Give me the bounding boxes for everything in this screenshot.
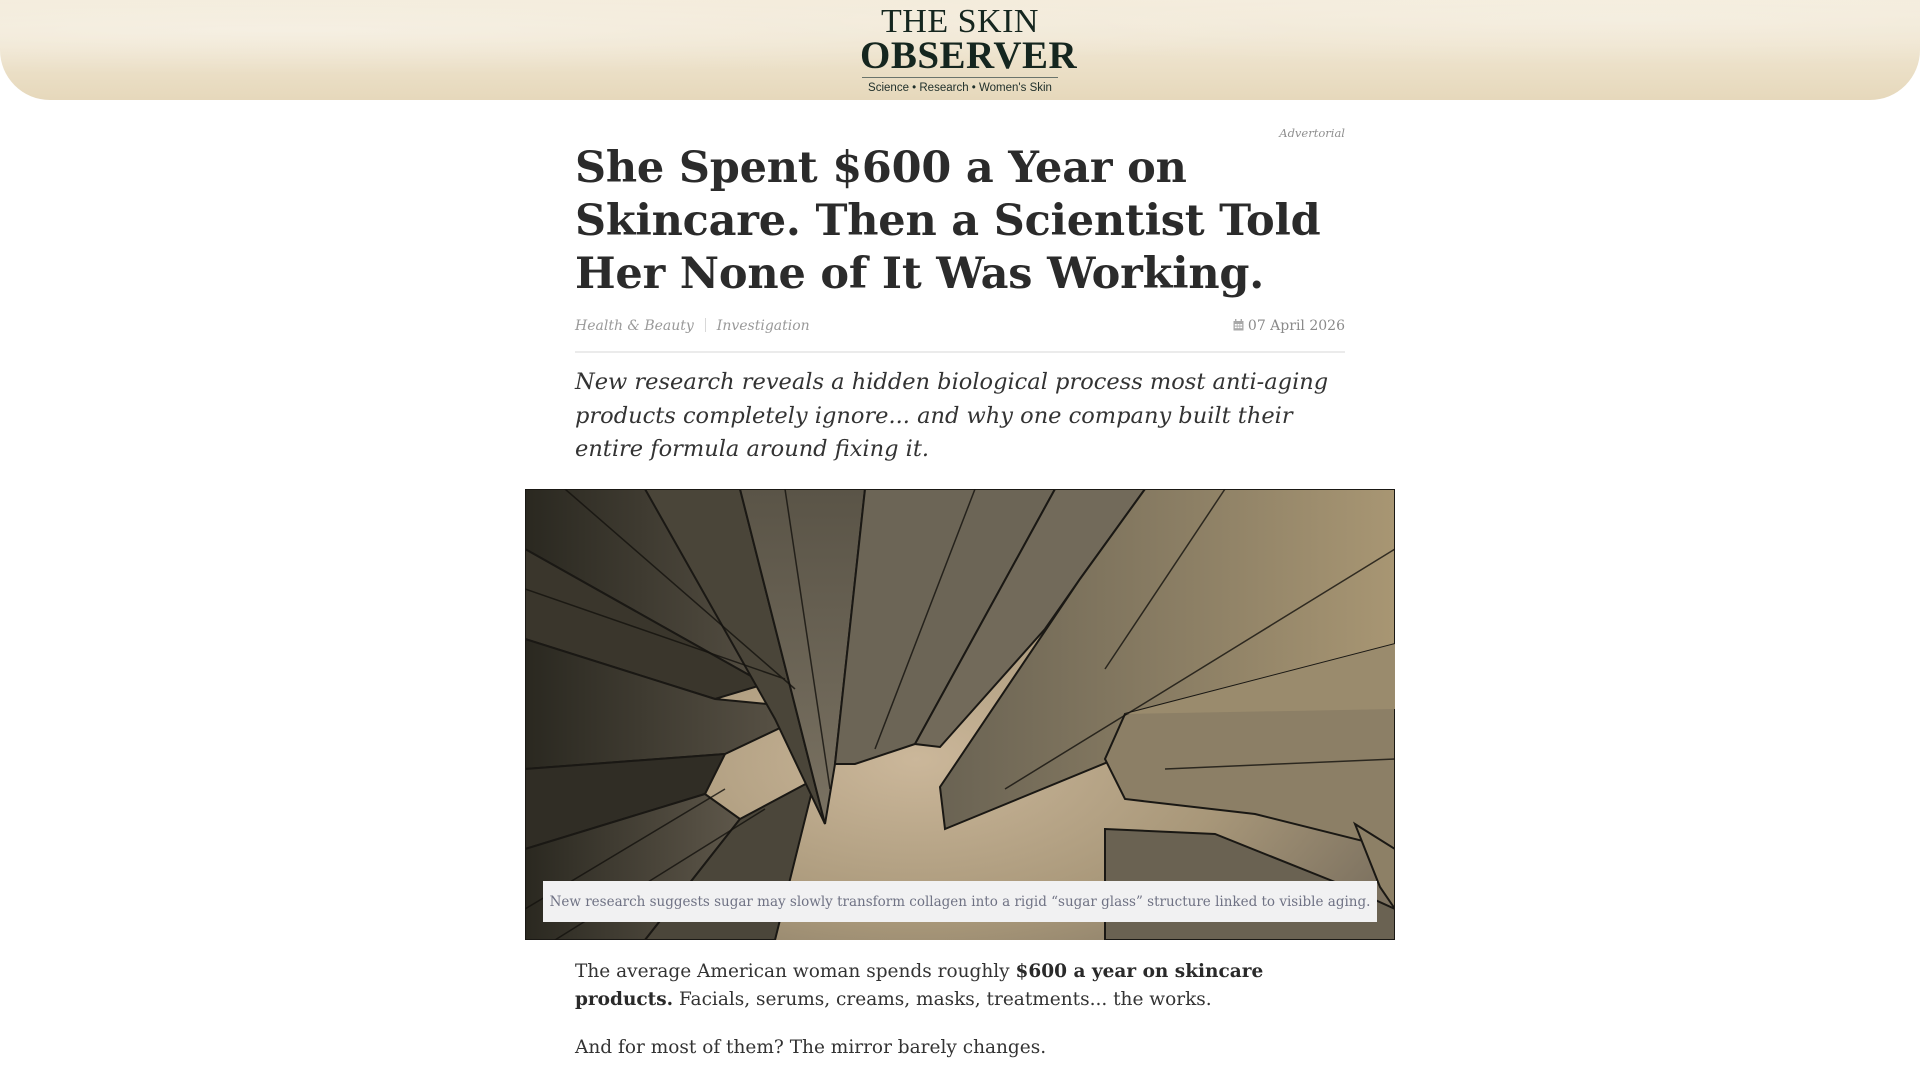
broken-mirror-illustration	[525, 489, 1395, 940]
article-meta	[575, 318, 1345, 338]
image-caption-text: New research suggests sugar may slowly transform collagen into a rigid “sugar glass” structure linked to visible aging.	[549, 893, 1371, 910]
logo-line-1: THE SKIN	[881, 3, 1039, 40]
article-headline: She Spent $600 a Year on Skincare. Then a Scientist Told Her None of It Was Working.	[575, 143, 1321, 299]
paragraph-emphasis: $600 a year on skincare products.	[575, 961, 1264, 1010]
article-dek: New research reveals a hidden biological process most anti-aging products completely ignore... and why one company built their entire formula around fixing it.	[575, 369, 1329, 462]
paragraph-text: The average American woman spends roughly	[575, 961, 1016, 982]
body-paragraph-1	[575, 958, 1365, 1014]
advertorial-label: Advertorial	[1279, 126, 1345, 140]
publish-date	[1233, 318, 1345, 335]
site-header	[0, 0, 1920, 100]
paragraph-text: Facials, serums, creams, masks, treatments... the works.	[673, 989, 1212, 1010]
body-paragraph-2: And for most of them? The mirror barely changes.	[575, 1037, 1047, 1058]
category-link-health-beauty[interactable]: Health & Beauty	[575, 318, 694, 334]
hero-image	[525, 489, 1395, 940]
category-link-investigation[interactable]: Investigation	[716, 318, 810, 334]
meta-separator	[705, 318, 706, 332]
article-body	[575, 958, 1365, 1080]
logo-tagline: Science • Research • Women's Skin	[868, 82, 1052, 94]
publish-date-text: 07 April 2026	[1247, 318, 1345, 334]
site-logo[interactable]	[860, 3, 1078, 96]
logo-rule	[862, 77, 1058, 78]
calendar-icon	[1233, 319, 1244, 335]
meta-divider	[575, 351, 1345, 353]
image-caption	[543, 881, 1377, 922]
logo-line-2: OBSERVER	[860, 34, 1078, 77]
